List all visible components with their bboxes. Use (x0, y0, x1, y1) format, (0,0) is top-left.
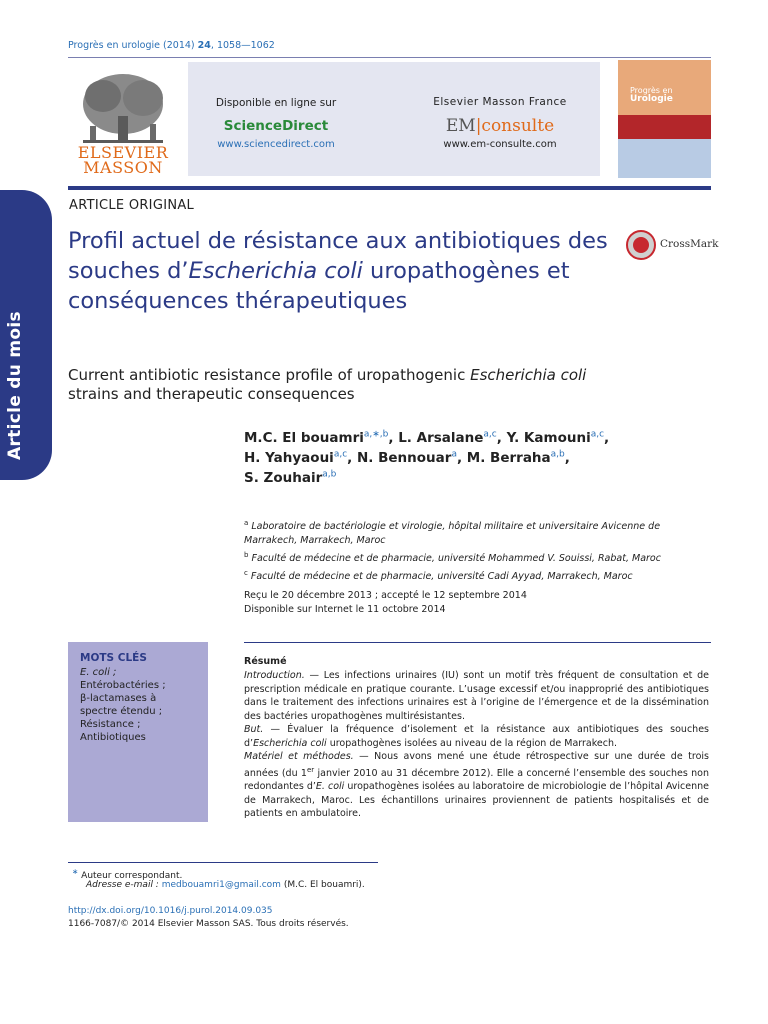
side-tab-label: Article du mois (5, 311, 25, 460)
keyword: E. coli ; (80, 667, 117, 678)
affiliation: $^b$ Faculté de médecine et de pharmacie, université Mohammed V. Souissi, Rabat, Maroc (244, 551, 661, 565)
author-list (244, 428, 704, 488)
publication-dates (244, 589, 704, 616)
abstract-rule (244, 642, 711, 643)
keyword: Entérobactéries ; (80, 680, 166, 691)
author: L. Arsalane$^{a,c}$, (398, 429, 507, 446)
keywords-title: MOTS CLÉS (80, 652, 147, 664)
emconsulte-link[interactable]: www.em-consulte.com (443, 139, 557, 150)
journal-volume: 24 (197, 40, 211, 51)
emconsulte-logo[interactable]: EM|consulte (445, 116, 555, 136)
abstract-body (244, 669, 709, 821)
corresponding-author-email: Adresse e-mail : medbouamri1@gmail.com (M.C. El bouamri). (86, 880, 365, 890)
journal-year: (2014) (163, 40, 195, 51)
corresponding-author-note: ∗ Auteur correspondant. (72, 867, 183, 881)
abstract-introduction: Introduction. — Les infections urinaires (IU) sont un motif très fréquent de consultation et de prescription médicale en pratique courante. L’usage excessif et/ou inapproprié des antibiotiques dans le traitement des infections urinaires est à l’origine de l’émergence et de la dissémination des bactéries uropathogènes multirésistantes. (244, 670, 709, 722)
header-rule (68, 186, 711, 190)
author: M. Berraha$^{a,b}$, (466, 449, 570, 466)
footnote-rule (68, 862, 378, 863)
email-link[interactable]: medbouamri1@gmail.com (161, 880, 281, 890)
cover-title: Progrès en Urologie (630, 86, 673, 104)
author: N. Bennouar$^a$, (356, 449, 467, 466)
doi-link[interactable]: http://dx.doi.org/10.1016/j.purol.2014.09.035 (68, 906, 273, 916)
affiliations (244, 516, 704, 584)
abstract-heading: Résumé (244, 656, 287, 667)
copyright: 1166-7087/© 2014 Elsevier Masson SAS. Tous droits réservés. (68, 919, 349, 929)
affiliation: $^c$ Faculté de médecine et de pharmacie, université Cadi Ayyad, Marrakech, Maroc (244, 569, 633, 583)
keyword: spectre étendu ; (80, 706, 163, 717)
sciencedirect-logo[interactable]: ScienceDirect (223, 118, 329, 134)
keywords-box (68, 642, 208, 822)
abstract-aim: But. — Évaluer la fréquence d’isolement et la résistance aux antibiotiques des souches d’Escherichia coli uropathogènes isolées au niveau de la région de Marrakech. (244, 724, 709, 749)
journal-cover-image[interactable] (618, 60, 711, 178)
author: H. Yahyaoui$^{a,c}$, (244, 449, 357, 466)
banner-publisher-france: Elsevier Masson France (433, 96, 567, 108)
publisher-name: ELSEVIER MASSON (77, 143, 169, 177)
journal-pages: 1058—1062 (216, 40, 275, 51)
received-accepted-date: Reçu le 20 décembre 2013 ; accepté le 12 septembre 2014 (244, 590, 527, 601)
author: Y. Kamouni$^{a,c}$, (506, 429, 610, 446)
keyword: Résistance ; (80, 719, 141, 730)
abstract-methods: Matériel et méthodes. — Nous avons mené une étude rétrospective sur une durée de trois années (du 1er janvier 2010 au 31 décembre 2012). Elle a concerné l’ensemble des souches non redondantes d’E. coli uropathogènes isolées au laboratoire de microbiologie de l’hôpital Avicenne de Marrakech, Maroc. Les échantillons urinaires proviennent de patients hospitalisés et de patients en ambulatoire. (244, 751, 709, 820)
english-title: Current antibiotic resistance profile of uropathogenic Escherichia coli strains and therapeutic consequences (68, 366, 587, 403)
journal-reference[interactable]: Progrès en urologie (2014) 24, 1058—1062 (68, 40, 275, 51)
crossmark-badge[interactable]: CrossMark (626, 228, 716, 262)
banner-available-online: Disponible en ligne sur (215, 97, 337, 109)
sciencedirect-link[interactable]: www.sciencedirect.com (217, 139, 335, 150)
author: M.C. El bouamri$^{a,∗,b}$, (244, 429, 399, 446)
affiliation: $^a$ Laboratoire de bactériologie et virologie, hôpital militaire et universitaire Avicenne de Marrakech, Marrakech, Maroc (244, 519, 661, 547)
online-date: Disponible sur Internet le 11 octobre 2014 (244, 603, 446, 615)
journal-name: Progrès en urologie (68, 40, 160, 51)
article-type: ARTICLE ORIGINAL (69, 198, 195, 213)
keyword: Antibiotiques (80, 732, 146, 743)
header-rule-top (68, 57, 711, 58)
author: S. Zouhair$^{a,b}$ (244, 469, 337, 486)
article-title: Profil actuel de résistance aux antibiotiques des souches d’Escherichia coli uropathogènes et conséquences thérapeutiques (68, 228, 608, 314)
keyword: β-lactamases à (80, 693, 157, 704)
crossmark-icon (626, 230, 656, 260)
